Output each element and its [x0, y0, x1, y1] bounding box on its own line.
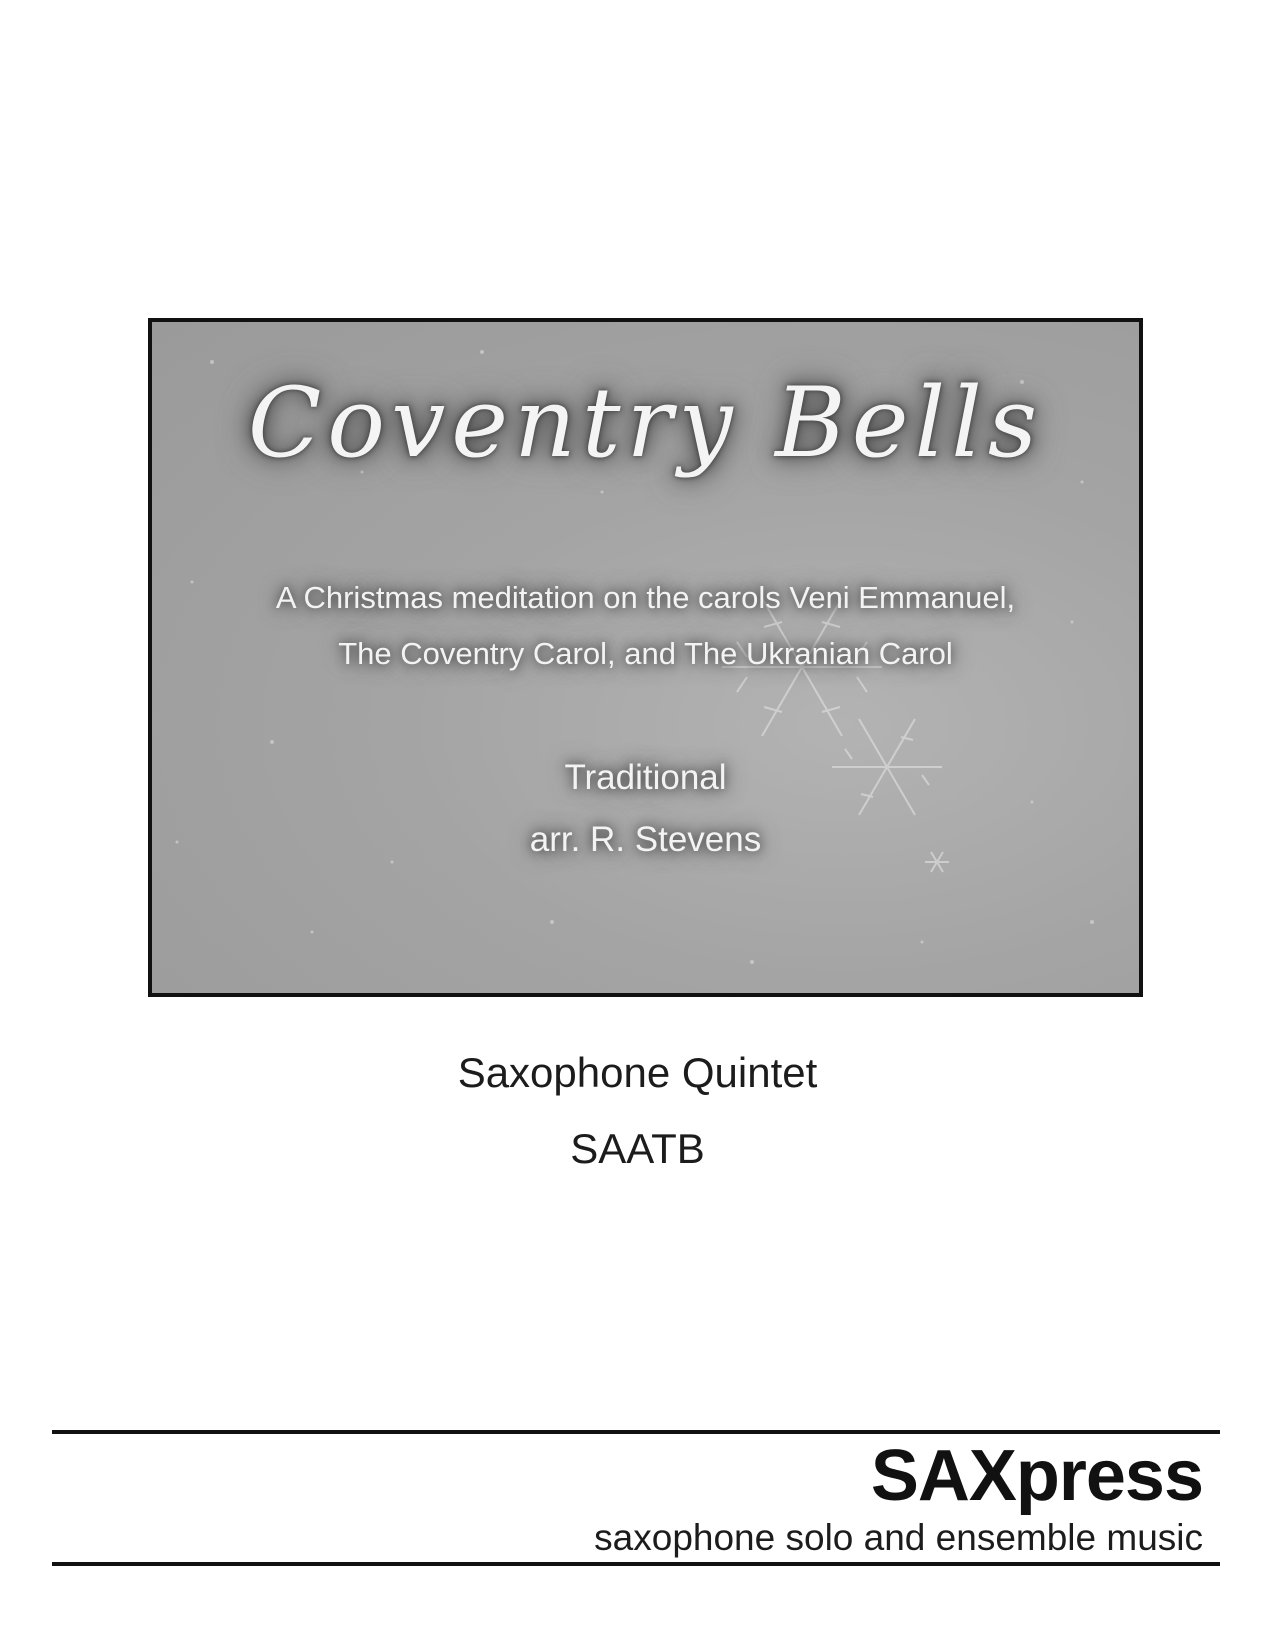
cover-title: Coventry Bells	[247, 367, 1044, 479]
subtitle-line-1: A Christmas meditation on the carols Veni Emmanuel,	[275, 580, 1016, 615]
publisher-block	[594, 1436, 1203, 1560]
composer-credit: Traditional	[564, 758, 727, 797]
publisher-logo: SAXpress	[870, 1436, 1203, 1516]
ensemble-label: Saxophone Quintet	[457, 1049, 818, 1096]
publisher-tagline: saxophone solo and ensemble music	[594, 1517, 1203, 1558]
subtitle-line-2: The Coventry Carol, and The Ukranian Carol	[338, 636, 953, 671]
cover-credits	[152, 747, 1139, 871]
cover-subtitle	[152, 570, 1139, 682]
divider-bottom	[52, 1562, 1220, 1566]
cover-image	[148, 318, 1143, 997]
arranger-credit: arr. R. Stevens	[529, 820, 762, 859]
instrumentation	[0, 1035, 1275, 1187]
voicing-label: SAATB	[570, 1125, 705, 1172]
divider-top	[52, 1430, 1220, 1434]
